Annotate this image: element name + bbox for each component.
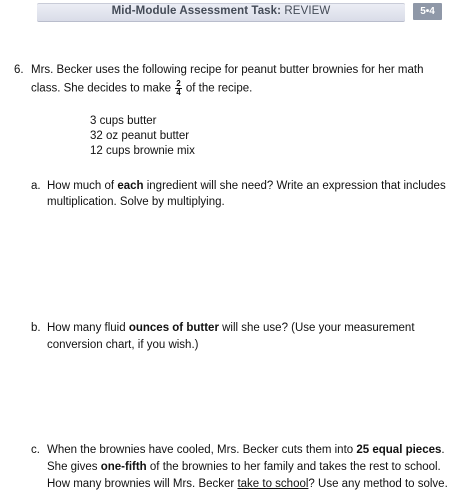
- recipe-item: 3 cups butter: [90, 115, 157, 127]
- part-a-line-2: multiplication. Solve by multiplying.: [47, 196, 225, 208]
- part-a-bold: each: [117, 180, 144, 192]
- fraction-denominator: 4: [176, 88, 181, 97]
- title-bold: Mid-Module Assessment Task:: [111, 5, 282, 17]
- part-c-text: She gives: [47, 461, 98, 473]
- part-c-line-2: [47, 460, 441, 474]
- recipe-list: [90, 114, 195, 159]
- part-c-bold: one-fifth: [100, 461, 147, 473]
- page-title: [37, 5, 405, 17]
- part-c-line-1: [47, 443, 445, 457]
- part-b-text: How many fluid: [47, 322, 126, 334]
- part-c-text: When the brownies have cooled, Mrs. Becker cuts them into: [47, 444, 354, 456]
- part-b-label: b.: [31, 322, 41, 334]
- part-b-line-1: [47, 321, 415, 335]
- question-line-2: [31, 80, 252, 97]
- part-c-text: .: [441, 444, 445, 456]
- part-b-text: will she use? (Use your measurement: [222, 322, 415, 334]
- part-c-line-3: [47, 477, 448, 491]
- part-c-bold: 25 equal pieces: [356, 444, 442, 456]
- part-c-text: ? Use any method to solve.: [308, 478, 448, 490]
- part-b-bold: ounces of butter: [128, 322, 219, 334]
- part-b-line-2: conversion chart, if you wish.): [47, 339, 199, 351]
- fraction-two-fourths: [175, 80, 181, 97]
- part-c-text: of the brownies to her family and takes the rest to school.: [149, 461, 441, 473]
- part-c-underline: take to school: [237, 478, 309, 490]
- question-line-1: Mrs. Becker uses the following recipe for peanut butter brownies for her math: [31, 64, 424, 76]
- fraction-numerator: 2: [176, 79, 181, 88]
- question-number: 6.: [14, 64, 24, 76]
- title-rest: REVIEW: [284, 5, 331, 17]
- question-line-2-before: class. She decides to make: [31, 82, 171, 95]
- recipe-item: 12 cups brownie mix: [90, 145, 195, 157]
- part-c-text: How many brownies will Mrs. Becker: [47, 478, 235, 490]
- part-a-text: How much of: [47, 180, 115, 192]
- recipe-item: 32 oz peanut butter: [90, 130, 190, 142]
- module-badge: 5•4: [413, 3, 442, 20]
- part-c-label: c.: [31, 444, 40, 456]
- question-line-2-after: of the recipe.: [185, 82, 253, 95]
- part-a-text: ingredient will she need? Write an expression that includes: [146, 180, 446, 192]
- part-a-line-1: [47, 179, 446, 193]
- part-a-label: a.: [31, 180, 41, 192]
